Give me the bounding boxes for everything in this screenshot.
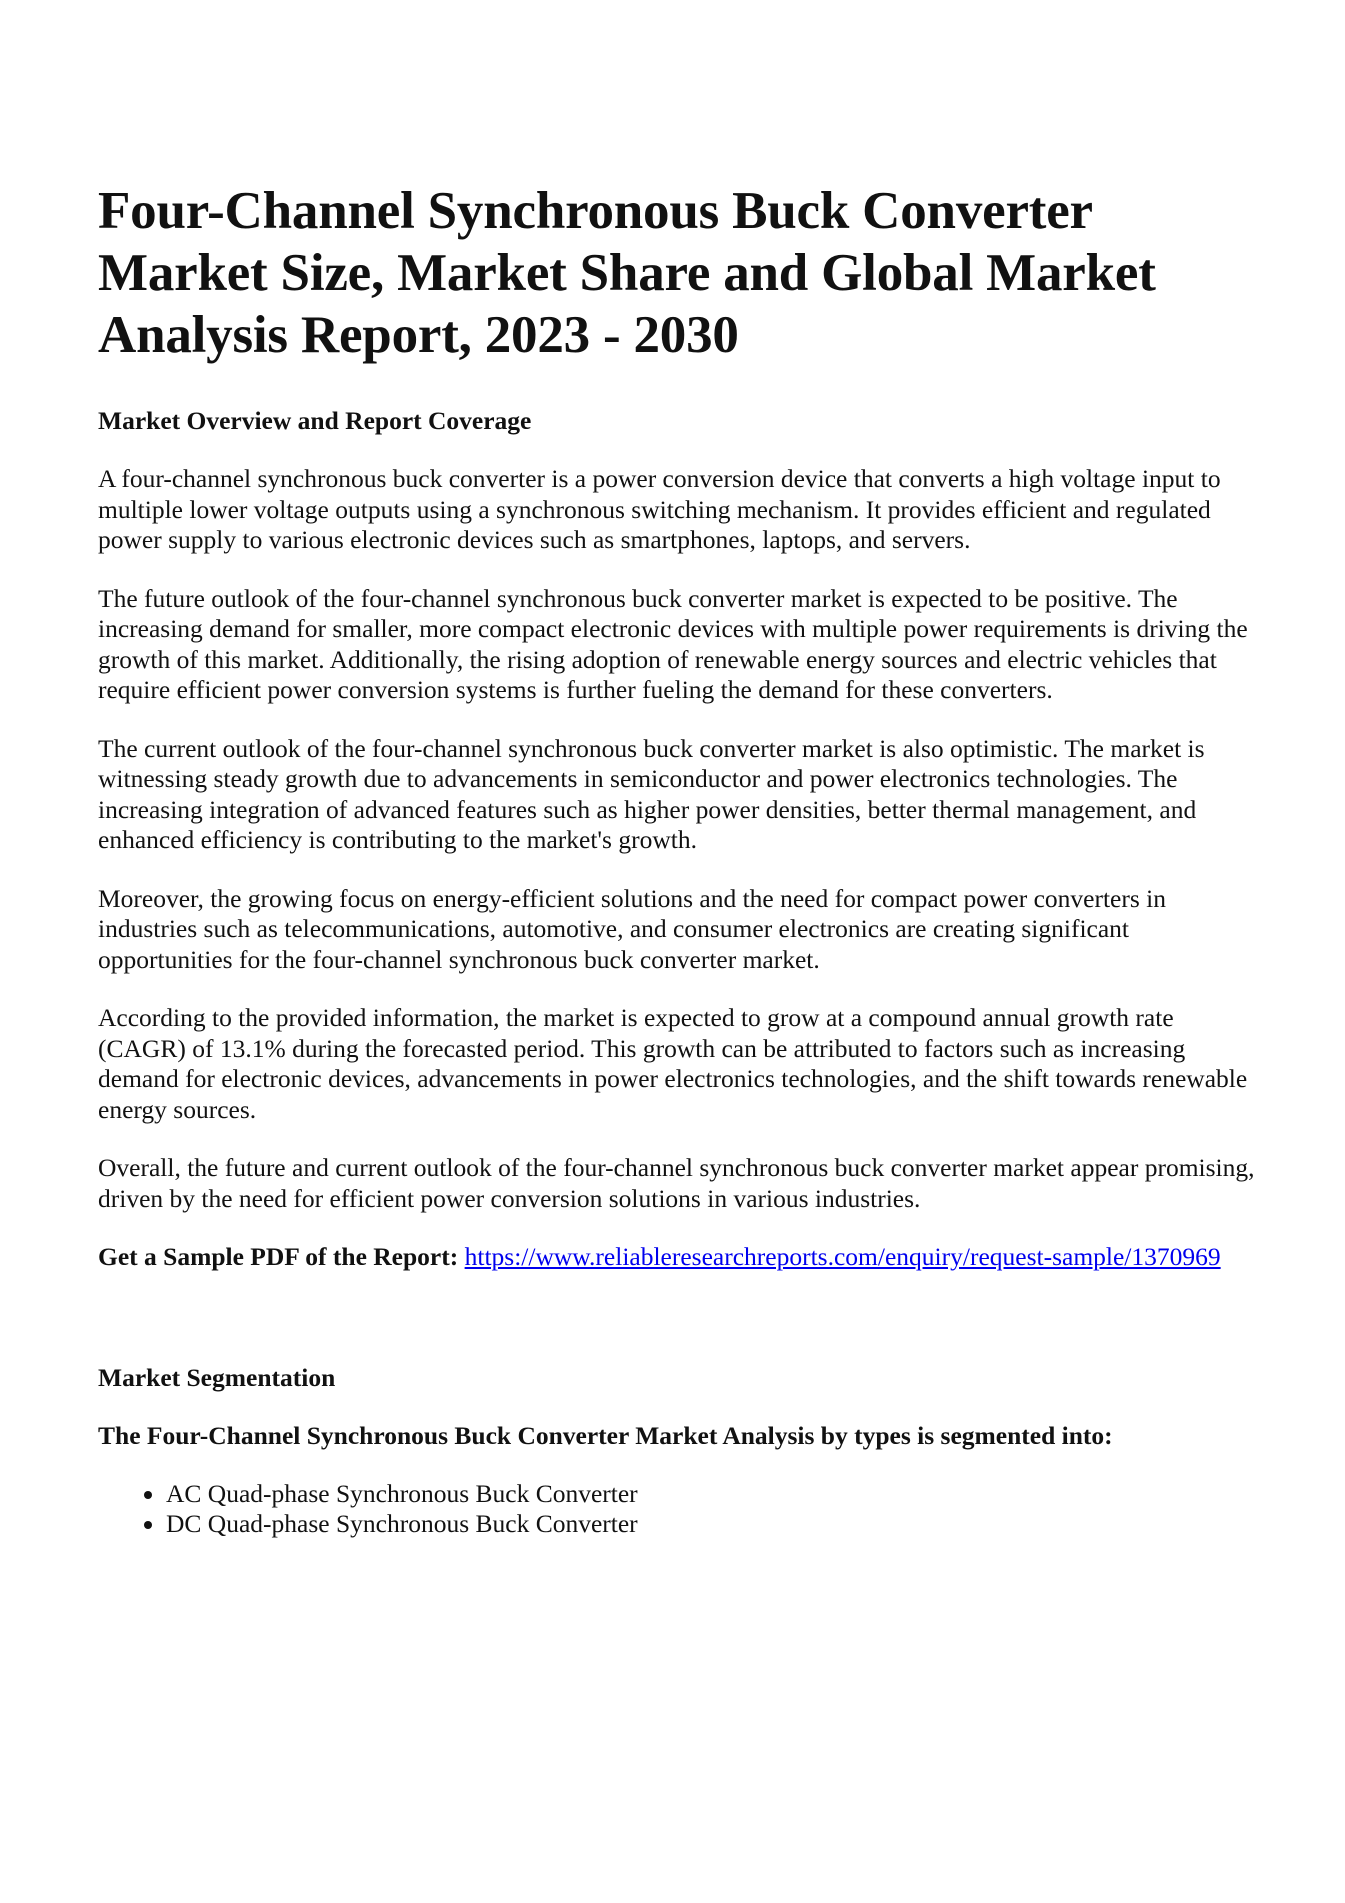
sample-pdf-label: Get a Sample PDF of the Report: [98,1242,459,1271]
segmentation-heading: Market Segmentation [98,1362,336,1392]
overview-paragraph-1: A four-channel synchronous buck converter is a power conversion device that converts a high voltage input to multiple lower voltage outputs using a synchronous switching mechanism. It provides efficient and regulated power supply to various electronic devices such as smartphones, laptops, and servers. [98,464,1221,554]
overview-paragraph-3: The current outlook of the four-channel synchronous buck converter market is also optimistic. The market is witnessing steady growth due to advancements in semiconductor and power electronics technologies. The increasing integration of advanced features such as higher power densities, better thermal management, and enhanced efficiency is contributing to the market's growth. [98,733,1205,854]
list-item: • AC Quad-phase Synchronous Buck Converter [166,1479,1263,1510]
segmentation-types-heading: The Four-Channel Synchronous Buck Converter Market Analysis by types is segmented into: [98,1420,1113,1450]
document-page [98,180,1263,1540]
sample-pdf-line [98,1242,1263,1273]
spacer [98,1301,1263,1363]
page-title: Four-Channel Synchronous Buck Converter Market Size, Market Share and Global Market Analysis Report, 2023 - 2030 [98,182,1156,364]
list-item: • DC Quad-phase Synchronous Buck Converter [166,1509,1263,1540]
sample-pdf-link[interactable]: https://www.reliableresearchreports.com/enquiry/request-sample/1370969 [464,1242,1221,1271]
overview-heading: Market Overview and Report Coverage [98,406,532,435]
overview-paragraph-2: The future outlook of the four-channel synchronous buck converter market is expected to be positive. The increasing demand for smaller, more compact electronic devices with multiple power requirements is driving the growth of this market. Additionally, the rising adoption of renewable energy sources and electric vehicles that require efficient power conversion systems is further fueling the demand for these converters. [98,583,1248,704]
overview-paragraph-6: Overall, the future and current outlook of the four-channel synchronous buck converter market appear promising, driven by the need for efficient power conversion solutions in various industries. [98,1153,1255,1213]
types-list [98,1479,1263,1540]
overview-paragraph-4: Moreover, the growing focus on energy-efficient solutions and the need for compact power converters in industries such as telecommunications, automotive, and consumer electronics are creating significant opportunities for the four-channel synchronous buck converter market. [98,883,1166,974]
overview-paragraph-5: According to the provided information, the market is expected to grow at a compound annual growth rate (CAGR) of 13.1% during the forecasted period. This growth can be attributed to factors such as increasing demand for electronic devices, advancements in power electronics technologies, and the shift towards renewable energy sources. [98,1003,1248,1124]
